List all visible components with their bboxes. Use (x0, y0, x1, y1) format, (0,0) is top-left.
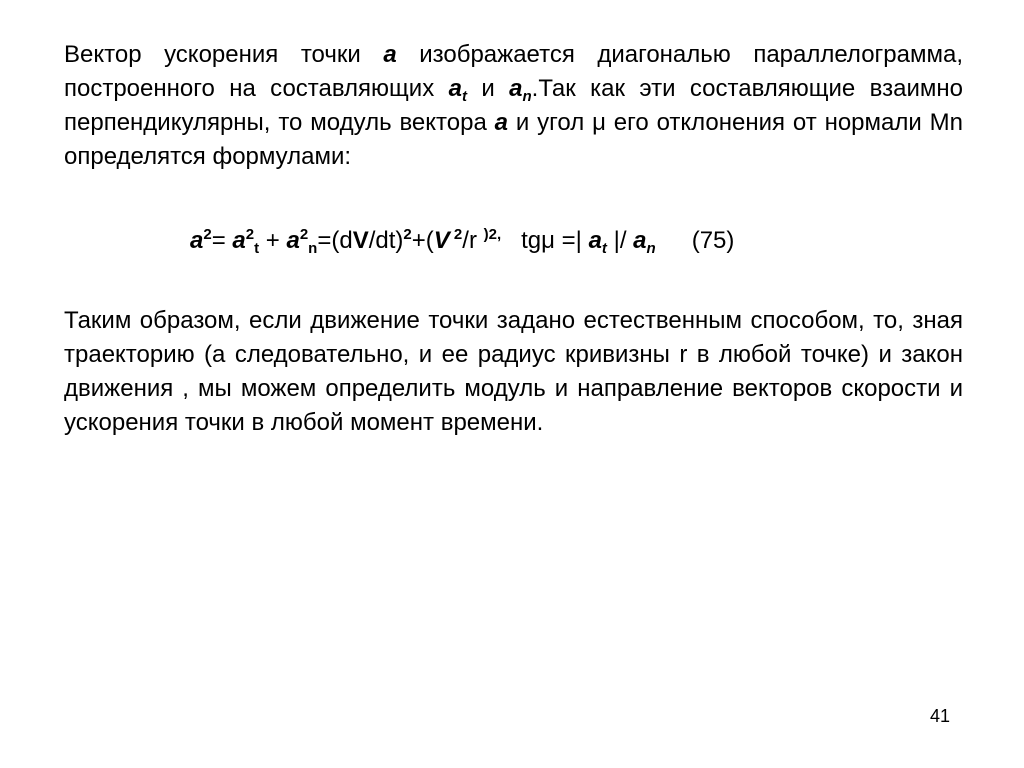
formula-sub-t: t (601, 240, 607, 257)
formula-sub-t: t (254, 240, 260, 257)
formula-sub-n: n (646, 240, 656, 257)
formula-equals: = (211, 227, 233, 254)
formula-square: 2 (245, 226, 255, 243)
formula-dt: /dt) (368, 227, 404, 254)
formula-square: 2 (203, 226, 212, 243)
formula-a: a (190, 227, 204, 254)
formula-v: V (433, 227, 450, 254)
formula-a: a (633, 227, 647, 254)
symbol-a-t: a (448, 75, 462, 102)
subscript-n: n (522, 88, 532, 105)
symbol-a: a (383, 41, 397, 68)
formula-square: 2 (449, 226, 463, 243)
subscript-t: t (461, 88, 467, 105)
formula-a: a (232, 227, 246, 254)
formula-over-r: /r (462, 227, 484, 254)
formula-number: (75) (691, 227, 735, 254)
symbol-a: a (494, 109, 509, 136)
formula-a: a (588, 227, 602, 254)
formula-a: a (286, 227, 300, 254)
formula-plus: + (259, 227, 287, 254)
formula-eq-d: =(d (317, 227, 353, 254)
paragraph-acceleration-vector (64, 38, 963, 174)
text-run: изображается диагональю параллелограмма, построенного на составляющих (64, 41, 964, 102)
formula-square: 2 (403, 226, 412, 243)
page-number: 41 (930, 706, 951, 726)
formula-sub-n: n (308, 240, 318, 257)
formula-close-square: )2, (483, 226, 502, 243)
symbol-a-n: a (509, 75, 523, 102)
formula-plus-paren: +( (411, 227, 434, 254)
text-run: и (466, 75, 510, 102)
paragraph-conclusion: Таким образом, если движение точки задано естественным способом, то, зная траекторию (а следовательно, и ее радиус кривизны r в любой точке) и закон движения , мы можем определить модуль и направление векторов скорости и ускорения точки в любой момент времени. (64, 307, 963, 436)
text-run: и угол μ его отклонения от нормали Mn определятся формулами: (64, 109, 963, 170)
formula-v: V (352, 227, 369, 254)
formula-abs-divide: |/ (606, 227, 634, 254)
formula-square: 2 (299, 226, 309, 243)
text-run: Вектор ускорения точки (64, 41, 384, 68)
formula-75 (190, 224, 890, 258)
formula-tg-mu: tgμ =| (521, 227, 589, 254)
text-run: .Так как эти составляющие взаимно перпендикулярны, то модуль вектора (64, 75, 963, 136)
